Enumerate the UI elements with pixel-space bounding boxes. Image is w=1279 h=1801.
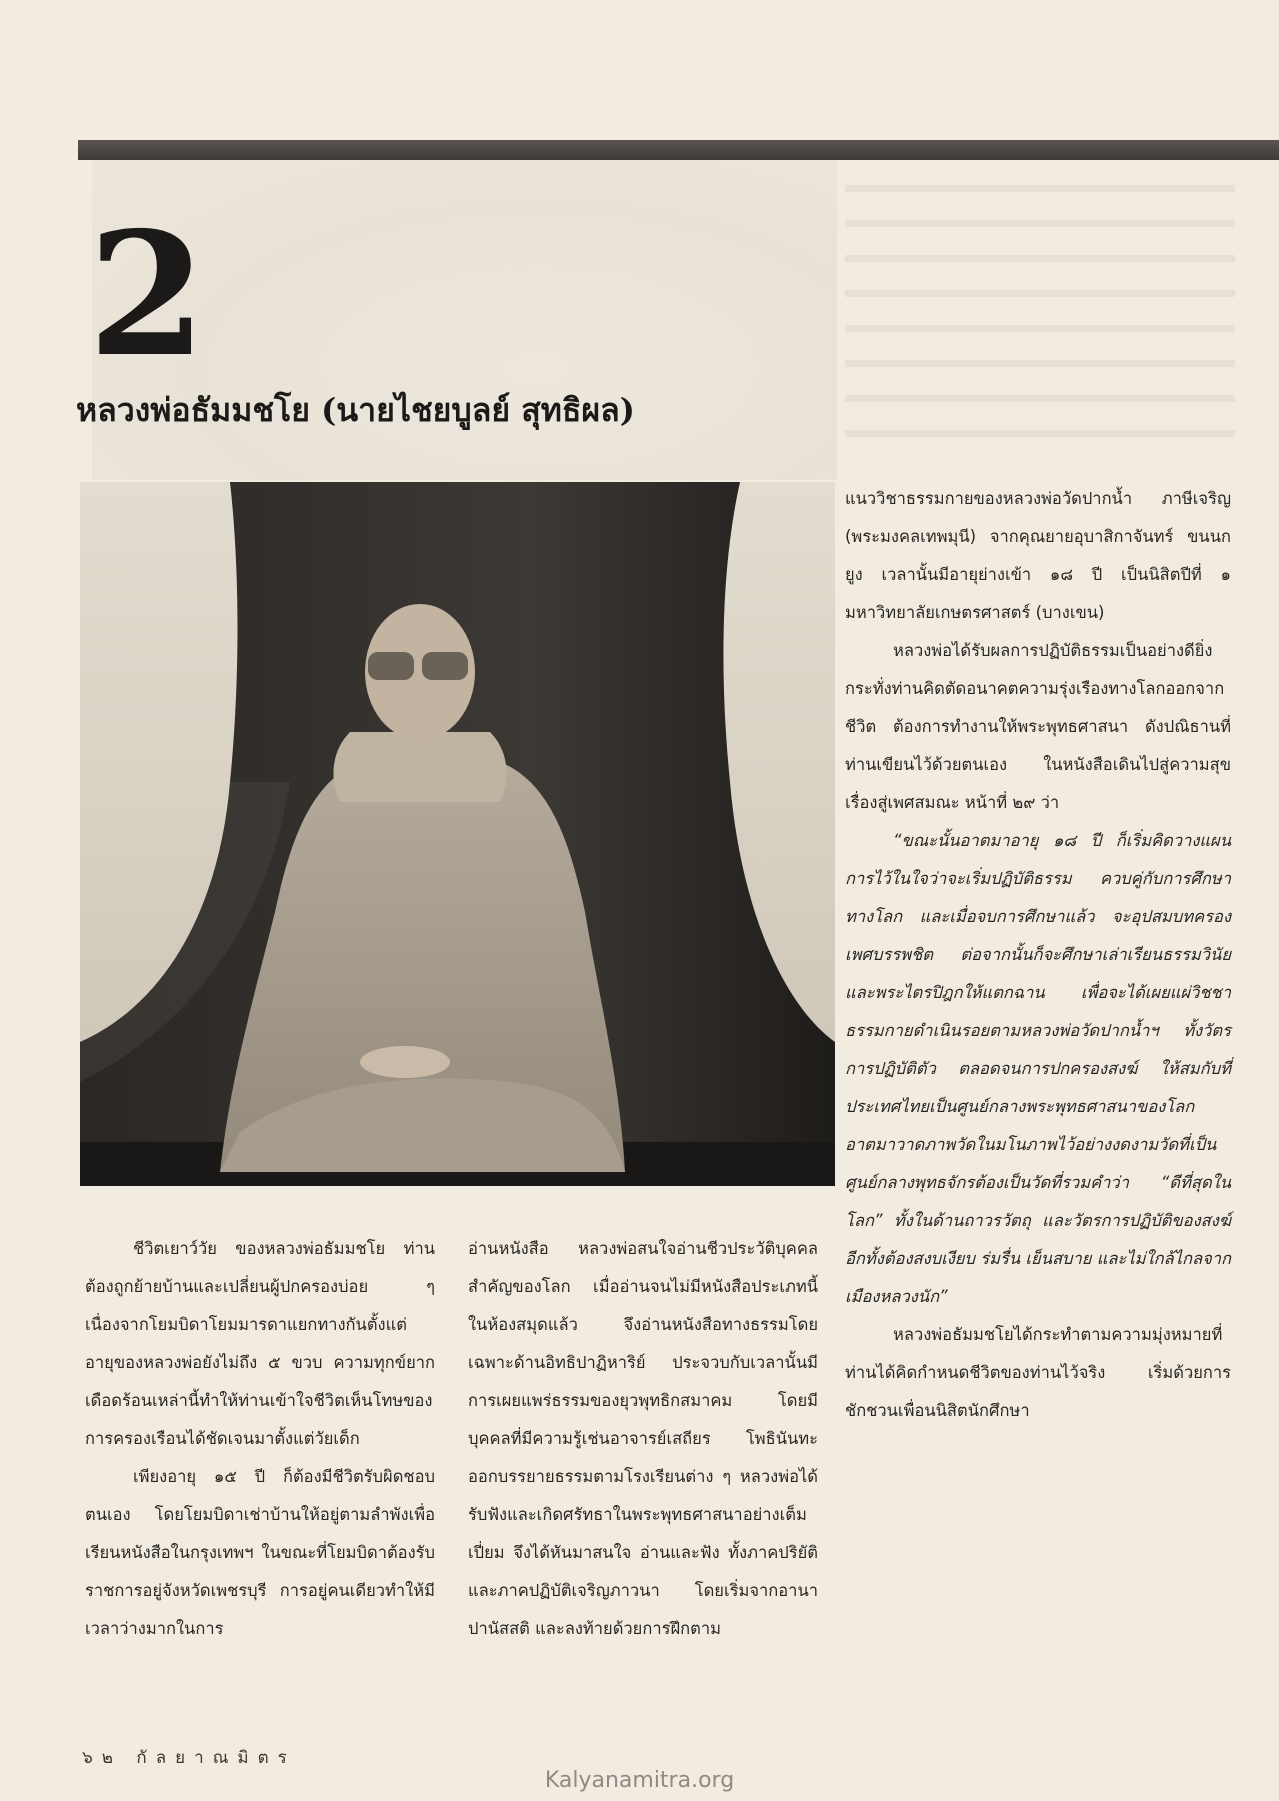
glasses-left	[368, 652, 414, 680]
text-column-left	[85, 1230, 435, 1648]
paragraph: หลวงพ่อธัมมชโยได้กระทำตามความมุ่งหมายที่ท่านได้คิดกำหนดชีวิตของท่านไว้จริง เริ่มด้วยการชักชวนเพื่อนนิสิตนักศึกษา	[845, 1325, 1231, 1420]
monk-photo	[80, 482, 835, 1186]
show-through-text	[845, 165, 1235, 465]
paragraph: ชีวิตเยาว์วัย ของหลวงพ่อธัมมชโย ท่านต้องถูกย้ายบ้านและเปลี่ยนผู้ปกครองบ่อย ๆ เนื่องจากโยมบิดาโยมมารดาแยกทางกันตั้งแต่อายุของหลวงพ่อยังไม่ถึง ๕ ขวบ ความทุกข์ยากเดือดร้อนเหล่านี้ทำให้ท่านเข้าใจชีวิตเห็นโทษของการครองเรือนได้ชัดเจนมาตั้งแต่วัยเด็ก	[85, 1239, 435, 1448]
chapter-title: หลวงพ่อธัมมชโย (นายไชยบูลย์ สุทธิผล)	[76, 391, 635, 429]
text-column-middle	[468, 1230, 818, 1648]
header-rule	[78, 140, 1279, 160]
monk-shoulders	[333, 732, 506, 802]
page-footer: ๖๒ กัลยาณมิตร	[82, 1748, 296, 1768]
paragraph: อ่านหนังสือ หลวงพ่อสนใจอ่านชีวประวัติบุคคลสำคัญของโลก เมื่ออ่านจนไม่มีหนังสือประเภทนี้ในห้องสมุดแล้ว จึงอ่านหนังสือทางธรรมโดยเฉพาะด้านอิทธิปาฏิหาริย์ ประจวบกับเวลานั้นมีการเผยแพร่ธรรมของยุวพุทธิกสมาคม โดยมีบุคคลที่มีความรู้เช่นอาจารย์เสถียร โพธินันทะ ออกบรรยายธรรมตามโรงเรียนต่าง ๆ หลวงพ่อได้รับฟังและเกิดศรัทธาในพระพุทธศาสนาอย่างเต็มเปี่ยม จึงได้หันมาสนใจ อ่านและฟัง ทั้งภาคปริยัติและภาคปฏิบัติเจริญภาวนา โดยเริ่มจากอานาปานัสสติ และลงท้ายด้วยการฝึกตาม	[468, 1239, 818, 1638]
glasses-right	[422, 652, 468, 680]
chapter-number: 2	[88, 195, 203, 395]
paragraph: หลวงพ่อได้รับผลการปฏิบัติธรรมเป็นอย่างดียิ่ง กระทั่งท่านคิดตัดอนาคตความรุ่งเรืองทางโลกออกจากชีวิต ต้องการทำงานให้พระพุทธศาสนา ดังปณิธานที่ท่านเขียนไว้ด้วยตนเอง ในหนังสือเดินไปสู่ความสุข เรื่องสู่เพศสมณะ หน้าที่ ๒๙ ว่า	[845, 641, 1231, 812]
monk-hands	[360, 1046, 450, 1078]
site-watermark: Kalyanamitra.org	[544, 1768, 735, 1793]
text-column-right	[845, 480, 1231, 1430]
paragraph: แนววิชาธรรมกายของหลวงพ่อวัดปากน้ำ ภาษีเจริญ (พระมงคลเทพมุนี) จากคุณยายอุบาสิกาจันทร์ ขนนกยูง เวลานั้นมีอายุย่างเข้า ๑๘ ปี เป็นนิสิตปีที่ ๑ มหาวิทยาลัยเกษตรศาสตร์ (บางเขน)	[845, 489, 1231, 622]
photo-illustration	[80, 482, 835, 1186]
quote-paragraph: “ขณะนั้นอาตมาอายุ ๑๘ ปี ก็เริ่มคิดวางแผนการไว้ในใจว่าจะเริ่มปฏิบัติธรรม ควบคู่กับการศึกษาทางโลก และเมื่อจบการศึกษาแล้ว จะอุปสมบทครองเพศบรรพชิต ต่อจากนั้นก็จะศึกษาเล่าเรียนธรรมวินัยและพระไตรปิฎกให้แตกฉาน เพื่อจะได้เผยแผ่วิชชาธรรมกายดำเนินรอยตามหลวงพ่อวัดปากน้ำฯ ทั้งวัตรการปฏิบัติตัว ตลอดจนการปกครองสงฆ์ ให้สมกับที่ประเทศไทยเป็นศูนย์กลางพระพุทธศาสนาของโลก อาตมาวาดภาพวัดในมโนภาพไว้อย่างงดงามวัดที่เป็นศูนย์กลางพุทธจักรต้องเป็นวัดที่รวมคำว่า “ดีที่สุดในโลก” ทั้งในด้านถาวรวัตถุ และวัตรการปฏิบัติของสงฆ์อีกทั้งต้องสงบเงียบ ร่มรื่น เย็นสบาย และไม่ใกล้ไกลจากเมืองหลวงนัก”	[845, 831, 1231, 1306]
paragraph: เพียงอายุ ๑๕ ปี ก็ต้องมีชีวิตรับผิดชอบตนเอง โดยโยมบิดาเช่าบ้านให้อยู่ตามลำพังเพื่อเรียนหนังสือในกรุงเทพฯ ในขณะที่โยมบิดาต้องรับราชการอยู่จังหวัดเพชรบุรี การอยู่คนเดียวทำให้มีเวลาว่างมากในการ	[85, 1467, 435, 1638]
show-through-image	[92, 160, 837, 480]
